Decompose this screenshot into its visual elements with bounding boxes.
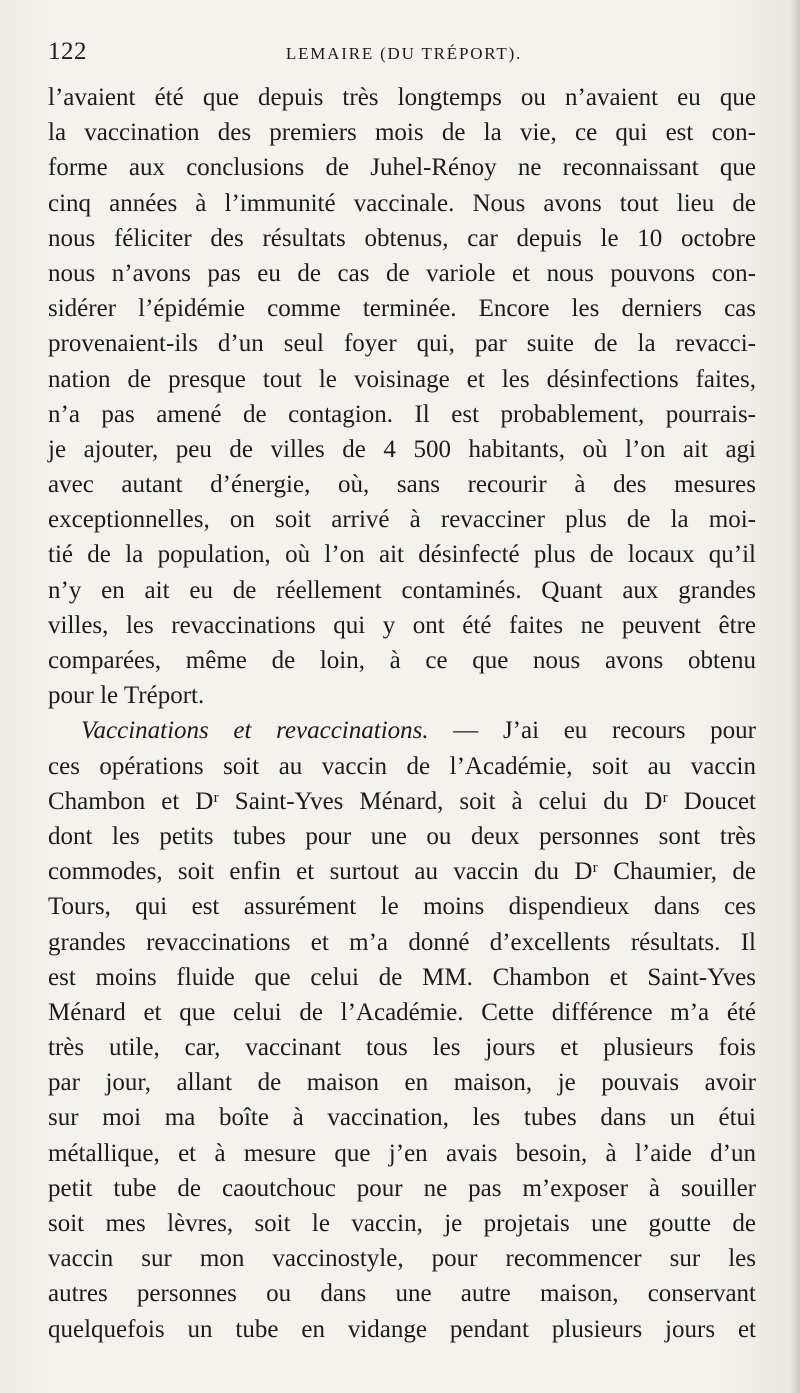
text-line: quelquefois un tube en vidange pendant plusieurs jours et xyxy=(48,1315,756,1343)
text-line: vaccin sur mon vaccinostyle, pour recommencer sur les xyxy=(48,1245,756,1273)
section-first-line-text: — J’ai eu recours pour xyxy=(453,717,756,745)
text-line: n’a pas amené de contagion. Il est probablement, pourrais- xyxy=(48,400,756,428)
text-line: cinq années à l’immunité vaccinale. Nous avons tout lieu de xyxy=(48,189,756,217)
text-line: grandes revaccinations et m’a donné d’excellents résultats. Il xyxy=(48,928,756,956)
page-header xyxy=(48,38,760,72)
running-head: LEMAIRE (DU TRÉPORT). xyxy=(285,44,523,63)
body-text xyxy=(48,80,756,1347)
page-edge-shadow xyxy=(790,0,800,1393)
text-line: tié de la population, où l’on ait désinfecté plus de locaux qu’il xyxy=(48,541,756,569)
text-line: Chambon et Dʳ Saint-Yves Ménard, soit à celui du Dʳ Doucet xyxy=(48,787,756,815)
text-line: sur moi ma boîte à vaccination, les tubes dans un étui xyxy=(48,1104,756,1132)
text-line: soit mes lèvres, soit le vaccin, je projetais une goutte de xyxy=(48,1210,756,1237)
text-line: nous n’avons pas eu de cas de variole et nous pouvons con- xyxy=(48,259,756,287)
text-line: nous féliciter des résultats obtenus, car depuis le 10 octobre xyxy=(48,224,756,252)
text-line: très utile, car, vaccinant tous les jours et plusieurs fois xyxy=(48,1034,756,1062)
text-line: dont les petits tubes pour une ou deux personnes sont très xyxy=(48,822,756,850)
text-line: commodes, soit enfin et surtout au vaccin du Dʳ Chaumier, de xyxy=(48,858,756,886)
text-line: ces opérations soit au vaccin de l’Académie, soit au vaccin xyxy=(48,752,756,780)
text-line: Ménard et que celui de l’Académie. Cette différence m’a été xyxy=(48,998,756,1026)
text-line: forme aux conclusions de Juhel-Rénoy ne reconnaissant que xyxy=(48,154,756,182)
text-line: nation de presque tout le voisinage et les désinfections faites, xyxy=(48,365,756,393)
section-first-line xyxy=(48,713,756,748)
text-line: exceptionnelles, on soit arrivé à revacciner plus de la moi- xyxy=(48,506,756,534)
text-line: est moins fluide que celui de MM. Chambon et Saint-Yves xyxy=(48,963,756,991)
text-line: je ajouter, peu de villes de 4 500 habitants, où l’on ait agi xyxy=(48,435,756,463)
text-line: n’y en ait eu de réellement contaminés. Quant aux grandes xyxy=(48,576,756,604)
text-line: métallique, et à mesure que j’en avais besoin, à l’aide d’un xyxy=(48,1139,756,1167)
paragraph-last-line: pour le Tréport. xyxy=(48,682,205,710)
text-line: la vaccination des premiers mois de la vie, ce qui est con- xyxy=(48,119,756,147)
text-line: par jour, allant de maison en maison, je pouvais avoir xyxy=(48,1069,756,1097)
text-line: autres personnes ou dans une autre maison, conservant xyxy=(48,1280,756,1308)
page-number: 122 xyxy=(48,38,87,65)
text-line: avec autant d’énergie, où, sans recourir à des mesures xyxy=(48,471,756,499)
text-line: l’avaient été que depuis très longtemps ou n’avaient eu que xyxy=(48,84,756,111)
section-title: Vaccinations et revaccinations. xyxy=(81,717,429,745)
text-line: comparées, même de loin, à ce que nous avons obtenu xyxy=(48,647,756,674)
text-line: villes, les revaccinations qui y ont été faites ne peuvent être xyxy=(48,611,756,639)
text-line: provenaient-ils d’un seul foyer qui, par suite de la revacci- xyxy=(48,330,756,358)
text-line: Tours, qui est assurément le moins dispendieux dans ces xyxy=(48,893,756,921)
text-line: sidérer l’épidémie comme terminée. Encore les derniers cas xyxy=(48,295,756,323)
text-line: petit tube de caoutchouc pour ne pas m’exposer à souiller xyxy=(48,1174,756,1202)
